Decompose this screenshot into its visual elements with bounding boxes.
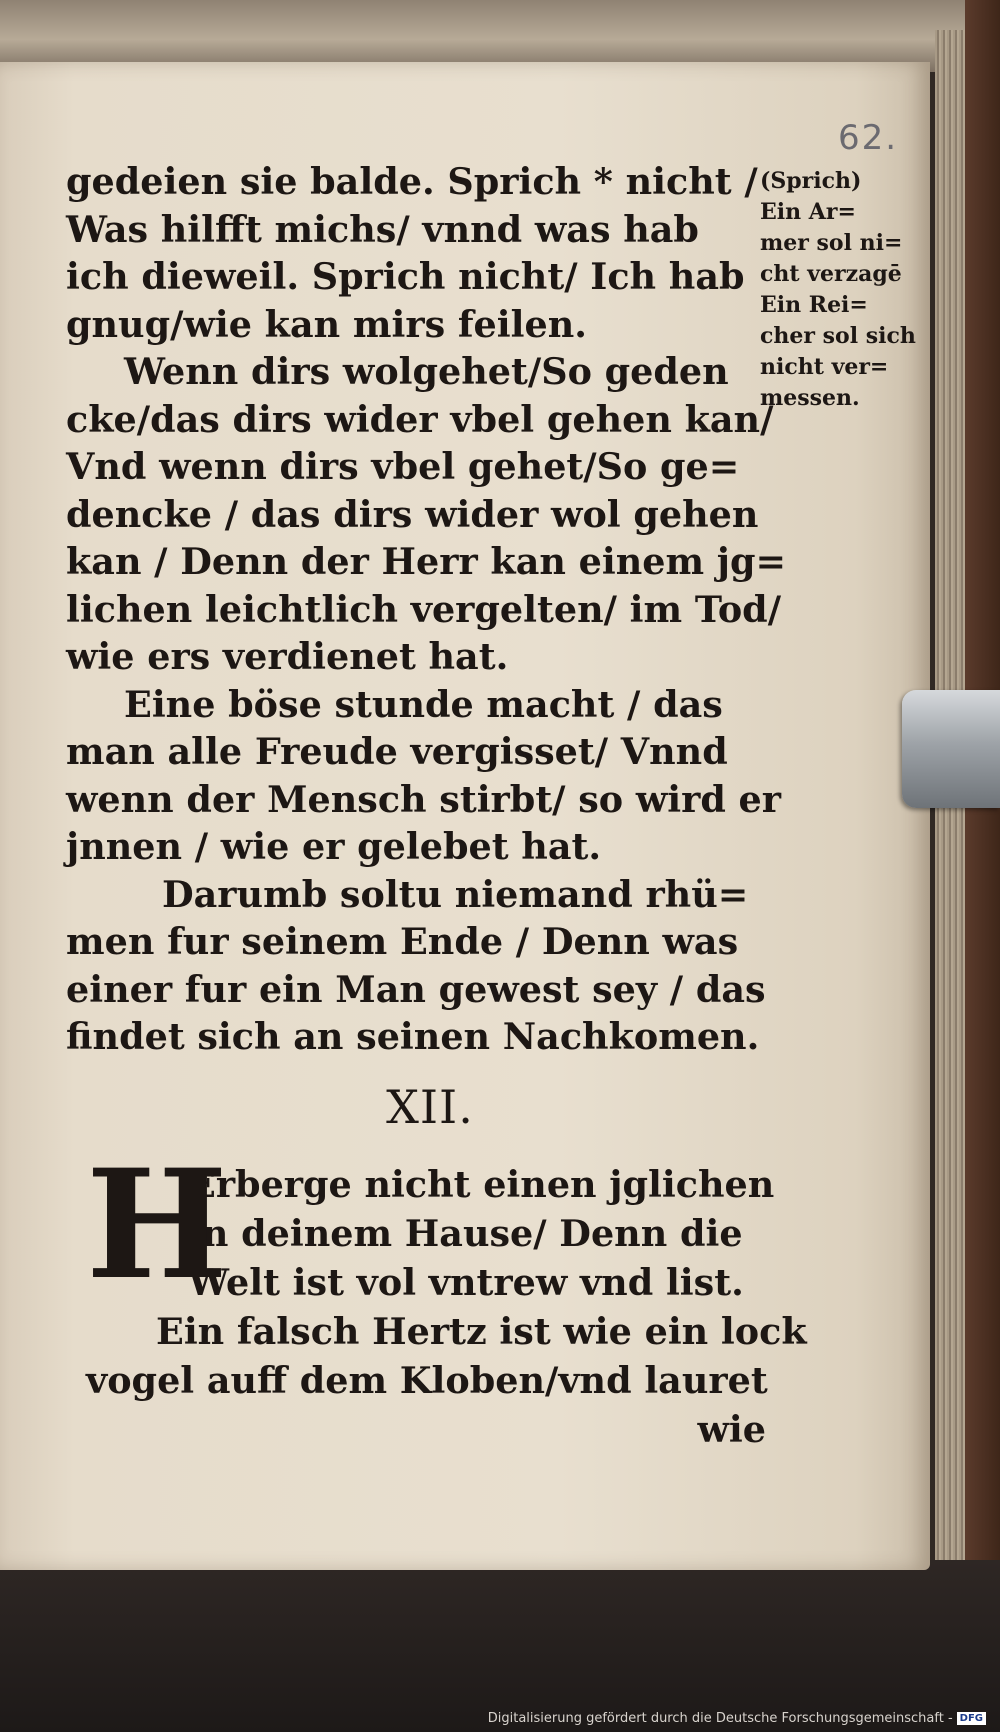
margin-line: Ein Ar= <box>760 199 856 225</box>
text-line: ich dieweil. Sprich nicht/ Ich hab <box>66 255 745 298</box>
margin-line: messen. <box>760 385 860 411</box>
footer-text: Digitalisierung gefördert durch die Deutsche Forschungsgemeinschaft - <box>487 1711 953 1726</box>
bottom-shadow <box>0 1560 1000 1732</box>
text-line: jnnen / wie er gelebet hat. <box>66 825 602 868</box>
page-clip <box>902 690 1000 808</box>
text-line: findet sich an seinen Nachkomen. <box>66 1015 760 1058</box>
text-line: cke/das dirs wider vbel gehen kan/ <box>66 397 774 441</box>
text-line: gedeien sie balde. Sprich * nicht / <box>66 160 758 203</box>
dfg-logo: DFG <box>957 1712 986 1725</box>
text-line: Darumb soltu niemand rhü= <box>162 872 749 916</box>
text-line: man alle Freude vergisset/ Vnnd <box>66 730 728 773</box>
margin-line: mer sol ni= <box>760 230 903 256</box>
footer-credit <box>488 1711 986 1726</box>
text-line: wie ers verdienet hat. <box>66 635 509 678</box>
text-line: einer fur ein Man gewest sey / das <box>66 967 766 1011</box>
text-line: Was hilfft michs/ vnnd was hab <box>66 207 699 251</box>
text-line: wenn der Mensch stirbt/ so wird er <box>66 777 782 821</box>
drop-cap: H <box>86 1137 228 1313</box>
text-line: Vnd wenn dirs vbel gehet/So ge= <box>66 445 740 488</box>
text-line: men fur seinem Ende / Denn was <box>66 920 739 963</box>
margin-line: cher sol sich <box>760 323 916 349</box>
margin-line: cht verzagē <box>760 261 902 287</box>
text-line: Welt ist vol vntrew vnd list. <box>188 1261 744 1304</box>
margin-note <box>760 166 916 414</box>
text-line: Ein falsch Hertz ist wie ein lock <box>156 1310 807 1353</box>
text-line: dencke / das dirs wider wol gehen <box>66 492 759 536</box>
margin-line: nicht ver= <box>760 354 889 380</box>
section-heading: XII. <box>386 1080 474 1134</box>
text-line: lichen leichtlich vergelten/ im Tod/ <box>66 587 782 631</box>
text-line: Erberge nicht einen jglichen <box>188 1163 775 1206</box>
body-text <box>66 158 787 1061</box>
text-line: in deinem Hause/ Denn die <box>188 1212 743 1255</box>
margin-line: Ein Rei= <box>760 292 868 318</box>
text-line: Eine böse stunde macht / das <box>124 682 723 726</box>
section-text <box>66 1137 807 1454</box>
text-line: kan / Denn der Herr kan einem jg= <box>66 540 787 583</box>
text-line: gnug/wie kan mirs feilen. <box>66 302 587 346</box>
text-line: vogel auff dem Kloben/vnd lauret <box>86 1359 768 1402</box>
page-number: 62. <box>838 118 899 158</box>
margin-line: (Sprich) <box>760 168 862 194</box>
text-line: Wenn dirs wolgehet/So geden <box>124 350 729 393</box>
catchword: wie <box>697 1408 766 1451</box>
